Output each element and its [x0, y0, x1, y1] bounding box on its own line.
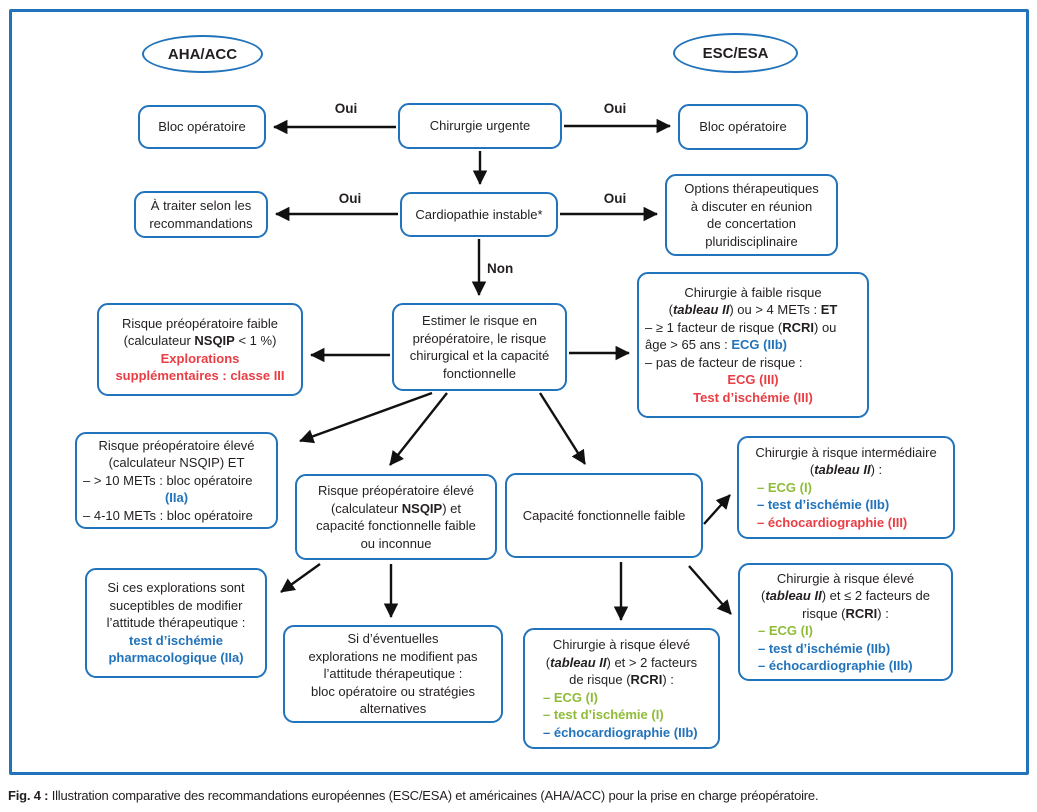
node-text-line: fonctionnelle: [443, 365, 516, 381]
node-text-line: de risque (RCRI) :: [569, 672, 674, 687]
node-text-line: alternatives: [359, 701, 427, 717]
node-chirurgie-risque-eleve-sup2: [523, 628, 720, 749]
node-text-line: suceptibles de modifier: [109, 597, 243, 613]
node-text-line: – test d’ischémie (I): [543, 707, 664, 722]
node-text-line: pluridisciplinaire: [705, 233, 798, 249]
node-text-line: recommandations: [149, 215, 253, 231]
badge-aha-acc-label: AHA/ACC: [167, 45, 238, 63]
badge-esc-esa: [673, 33, 798, 73]
node-text-line: Capacité fonctionnelle faible: [522, 507, 686, 523]
node-text-line: Chirurgie urgente: [429, 118, 531, 134]
node-risque-eleve-capacite-inconnue: [295, 474, 497, 560]
node-options-therapeutiques: [665, 174, 838, 256]
node-text-line: Risque préopératoire élevé: [98, 437, 255, 453]
node-text-line: bloc opératoire ou stratégies: [310, 683, 476, 699]
node-text-line: âge > 65 ans : ECG (IIb): [645, 337, 787, 353]
node-text-line: pharmacologique (IIa): [108, 650, 244, 666]
node-text-line: – ≥ 1 facteur de risque (RCRI) ou: [645, 319, 837, 335]
node-text-line: – ECG (I): [543, 689, 598, 705]
edge-label-oui-urgente-esc: Oui: [603, 101, 627, 116]
node-text-line: Si d’éventuelles: [347, 631, 439, 647]
node-chirurgie-urgente: [398, 103, 562, 149]
node-si-ces-explorations: [85, 568, 267, 678]
node-text-line: Chirurgie à faible risque: [684, 284, 822, 300]
node-chirurgie-faible-risque: [637, 272, 869, 418]
figure-caption-text: Illustration comparative des recommandations européennes (ESC/ESA) et américaines (AHA/ACC) pour la prise en charge préopératoire.: [48, 788, 819, 803]
node-text-line: (calculateur NSQIP < 1 %): [123, 333, 277, 348]
node-text-line: ou inconnue: [360, 535, 432, 551]
node-text-line: (calculateur NSQIP) ET: [108, 455, 245, 471]
node-risque-eleve-aha: [75, 432, 278, 529]
edge-label-oui-cardiopathie-esc: Oui: [603, 191, 627, 206]
node-text-line: l’attitude thérapeutique :: [323, 666, 463, 682]
node-text-line: Cardiopathie instable*: [415, 206, 543, 222]
node-text-line: – test d’ischémie (IIb): [758, 640, 891, 656]
node-text-line: capacité fonctionnelle faible: [316, 518, 476, 533]
node-text-line: – échocardiographie (IIb): [543, 724, 698, 740]
node-risque-preoperatoire-faible: [97, 303, 303, 396]
node-text-line: – test d’ischémie (IIb): [757, 497, 890, 513]
node-text-line: Bloc opératoire: [699, 119, 787, 135]
node-text-line: – 4-10 METs : bloc opératoire: [83, 507, 253, 523]
node-cardiopathie-instable: [400, 192, 558, 237]
node-text-line: Explorations: [160, 350, 240, 366]
node-si-eventuelles-explorations: [283, 625, 503, 723]
figure-caption-prefix: Fig. 4 :: [8, 788, 49, 803]
node-text-line: (calculateur NSQIP) et: [330, 500, 462, 516]
node-text-line: Chirurgie à risque élevé: [776, 570, 915, 586]
node-text-line: (tableau II) :: [809, 462, 883, 478]
node-text-line: Bloc opératoire: [158, 119, 246, 135]
node-text-line: préopératoire, le risque: [412, 330, 547, 346]
node-a-traiter-selon-recommandations: [134, 191, 268, 238]
node-text-line: test d’ischémie: [129, 632, 223, 648]
node-text-line: explorations ne modifient pas: [308, 648, 478, 664]
node-text-line: Estimer le risque en: [422, 313, 537, 328]
node-text-line: (tableau II) et ≤ 2 facteurs de: [760, 588, 930, 603]
node-text-line: Options thérapeutiques: [684, 181, 819, 196]
node-chirurgie-risque-eleve-inf2: [738, 563, 953, 681]
node-bloc-operatoire-esc: [678, 104, 808, 150]
node-text-line: Si ces explorations sont: [107, 580, 245, 596]
node-chirurgie-risque-intermediaire: [737, 436, 955, 539]
node-estimer-risque: [392, 303, 567, 391]
node-text-line: À traiter selon les: [150, 198, 252, 213]
badge-aha-acc: [142, 35, 263, 73]
badge-esc-esa-label: ESC/ESA: [702, 44, 769, 62]
node-text-line: – échocardiographie (III): [757, 514, 908, 530]
node-bloc-operatoire-aha: [138, 105, 266, 149]
node-text-line: – ECG (I): [757, 479, 812, 495]
node-text-line: risque (RCRI) :: [802, 605, 889, 621]
node-text-line: (IIa): [164, 490, 189, 506]
node-text-line: chirurgical et la capacité: [409, 348, 550, 363]
node-text-line: supplémentaires : classe III: [115, 368, 285, 383]
node-text-line: ECG (III): [727, 372, 779, 388]
node-text-line: – échocardiographie (IIb): [758, 658, 913, 673]
node-text-line: Risque préopératoire faible: [121, 315, 279, 331]
node-text-line: Test d’ischémie (III): [693, 389, 813, 405]
node-text-line: – pas de facteur de risque :: [645, 354, 803, 370]
node-text-line: (tableau II) et > 2 facteurs: [545, 654, 698, 670]
node-text-line: Chirurgie à risque élevé: [552, 637, 691, 652]
node-text-line: Chirurgie à risque intermédiaire: [755, 444, 937, 460]
node-text-line: – > 10 METs : bloc opératoire: [83, 472, 253, 488]
node-capacite-fonctionnelle-faible: [505, 473, 703, 558]
figure-caption: [8, 788, 1028, 803]
edge-label-oui-cardiopathie-aha: Oui: [338, 191, 362, 206]
node-text-line: à discuter en réunion: [690, 198, 813, 214]
node-text-line: – ECG (I): [758, 623, 813, 638]
edge-label-oui-urgente-aha: Oui: [334, 101, 358, 116]
node-text-line: de concertation: [707, 216, 796, 231]
node-text-line: Risque préopératoire élevé: [317, 483, 475, 498]
node-text-line: l’attitude thérapeutique :: [106, 615, 246, 631]
edge-label-non: Non: [487, 261, 514, 276]
node-text-line: (tableau II) ou > 4 METs : ET: [668, 302, 838, 318]
